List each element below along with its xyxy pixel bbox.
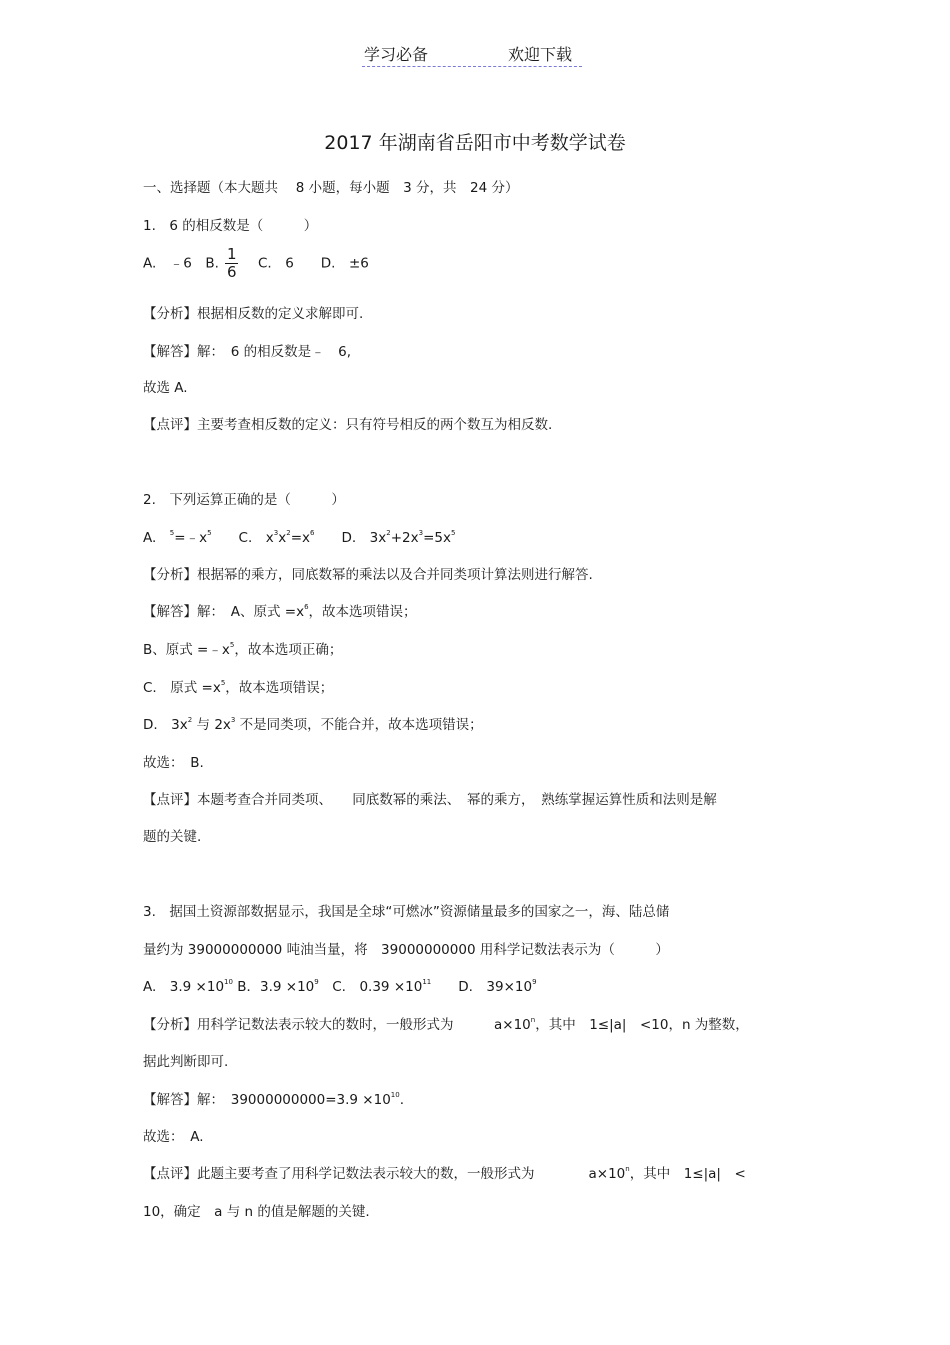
answer-text: D. 3x: [143, 717, 188, 733]
sup: 5: [169, 528, 175, 537]
q2-opt-c: C. x: [211, 530, 274, 546]
q1-comment: 【点评】主要考查相反数的定义：只有符号相反的两个数互为相反数.: [143, 417, 553, 433]
sup: 10: [224, 977, 233, 986]
q1-fraction: [225, 246, 239, 281]
q2-opt-c-mid: x: [278, 530, 287, 546]
q2-choice: 故选： B.: [143, 755, 204, 771]
answer-text-mid: 与 2x: [192, 717, 231, 733]
answer-text-end: ，故本选项错误；: [308, 604, 417, 620]
header-left-text: 学习必备: [364, 45, 429, 64]
q3-comment-line1: [143, 1162, 746, 1182]
sup: 2: [286, 528, 291, 537]
sup: 3: [230, 715, 236, 724]
header-right-text: 欢迎下载: [508, 45, 573, 64]
fraction-denominator: 6: [226, 263, 237, 281]
q2-analysis: 【分析】根据幂的乘方，同底数幂的乘法以及合并同类项计算法则进行解答.: [143, 567, 593, 583]
sup: n: [530, 1015, 536, 1024]
answer-text: B、原式 =﹣x: [143, 642, 230, 658]
sup: 3: [418, 528, 424, 537]
q2-opt-c-end: =x: [290, 530, 311, 546]
sup: 6: [304, 602, 309, 611]
section-heading: 一、选择题（本大题共 8 小题，每小题 3 分，共 24 分）: [143, 180, 519, 196]
answer-text: 【解答】解： 39000000000=3.9 ×10: [143, 1092, 391, 1108]
q2-answer-c: [143, 676, 333, 696]
answer-text: C. 原式 =x: [143, 680, 221, 696]
q2-opt-a-expr: =﹣x: [174, 530, 208, 546]
page-header: [362, 40, 582, 67]
q1-option-c-d: C. 6 D. ±6: [244, 255, 369, 272]
q3-answer: [143, 1088, 404, 1108]
sup: 6: [310, 528, 315, 537]
sup: 11: [422, 977, 432, 986]
comment-text: 【点评】此题主要考查了用科学记数法表示较大的数，一般形式为 a×10: [143, 1166, 626, 1182]
q3-stem-line2: 量约为 39000000000 吨油当量，将 39000000000 用科学记数法表示为（ ）: [143, 942, 669, 958]
q3-choice: 故选： A.: [143, 1129, 204, 1145]
q2-opt-d-mid: +2x: [390, 530, 419, 546]
q1-stem: 1. 6 的相反数是（ ）: [143, 218, 318, 234]
q3-opt-d: D. 39×10: [431, 979, 533, 995]
q2-options: [143, 526, 455, 546]
q3-opt-c: C. 0.39 ×10: [318, 979, 423, 995]
q2-opt-a: A.: [143, 530, 170, 546]
sup: 5: [229, 640, 235, 649]
q3-analysis-line1: [143, 1013, 749, 1033]
sup: 3: [273, 528, 279, 537]
q2-comment-line1: 【点评】本题考查合并同类项、 同底数幂的乘法、 幂的乘方， 熟练掌握运算性质和法则是解: [143, 792, 717, 808]
q2-answer-b: [143, 638, 342, 658]
q2-answer-a: [143, 600, 417, 620]
q2-opt-d: D. 3x: [314, 530, 387, 546]
q2-comment-line2: 题的关键.: [143, 829, 202, 845]
answer-text-end: ，故本选项错误；: [225, 680, 334, 696]
q1-option-a-b: A. ﹣6 B.: [143, 255, 219, 272]
q3-comment-line2: 10，确定 a 与 n 的值是解题的关键.: [143, 1204, 370, 1220]
sup: 2: [386, 528, 391, 537]
comment-text-end: ，其中 1≤|a| <: [629, 1166, 746, 1182]
sup: n: [625, 1164, 630, 1173]
analysis-text-end: ，其中 1≤|a| <10，n 为整数，: [535, 1017, 749, 1033]
q2-answer-d: [143, 713, 483, 733]
sup: 5: [207, 528, 212, 537]
q1-choice: 故选 A.: [143, 380, 188, 396]
sup: 10: [390, 1090, 400, 1099]
sup: 9: [532, 977, 537, 986]
q3-opt-a: A. 3.9 ×10: [143, 979, 225, 995]
answer-text-end: 不是同类项，不能合并，故本选项错误；: [235, 717, 483, 733]
sup: 5: [450, 528, 456, 537]
q1-analysis: 【分析】根据相反数的定义求解即可.: [143, 306, 364, 322]
q1-options: [143, 246, 369, 281]
sup: 2: [187, 715, 193, 724]
q3-analysis-line2: 据此判断即可.: [143, 1054, 229, 1070]
q3-opt-b: B．3.9 ×10: [232, 979, 315, 995]
sup: 9: [314, 977, 319, 986]
analysis-text: 【分析】用科学记数法表示较大的数时，一般形式为 a×10: [143, 1017, 531, 1033]
exam-title: 2017 年湖南省岳阳市中考数学试卷: [324, 132, 626, 154]
q3-options: [143, 975, 537, 995]
answer-text-end: .: [399, 1092, 405, 1108]
q2-stem: 2. 下列运算正确的是（ ）: [143, 492, 345, 508]
q2-opt-d-end: =5x: [423, 530, 451, 546]
q3-stem-line1: 3. 据国土资源部数据显示，我国是全球“可燃冰”资源储量最多的国家之一，海、陆总储: [143, 904, 670, 920]
q1-answer: 【解答】解： 6 的相反数是﹣ 6,: [143, 344, 352, 360]
sup: 5: [220, 678, 226, 687]
answer-text-end: ，故本选项正确；: [234, 642, 343, 658]
fraction-numerator: 1: [226, 245, 237, 263]
answer-text: 【解答】解： A、原式 =x: [143, 604, 305, 620]
